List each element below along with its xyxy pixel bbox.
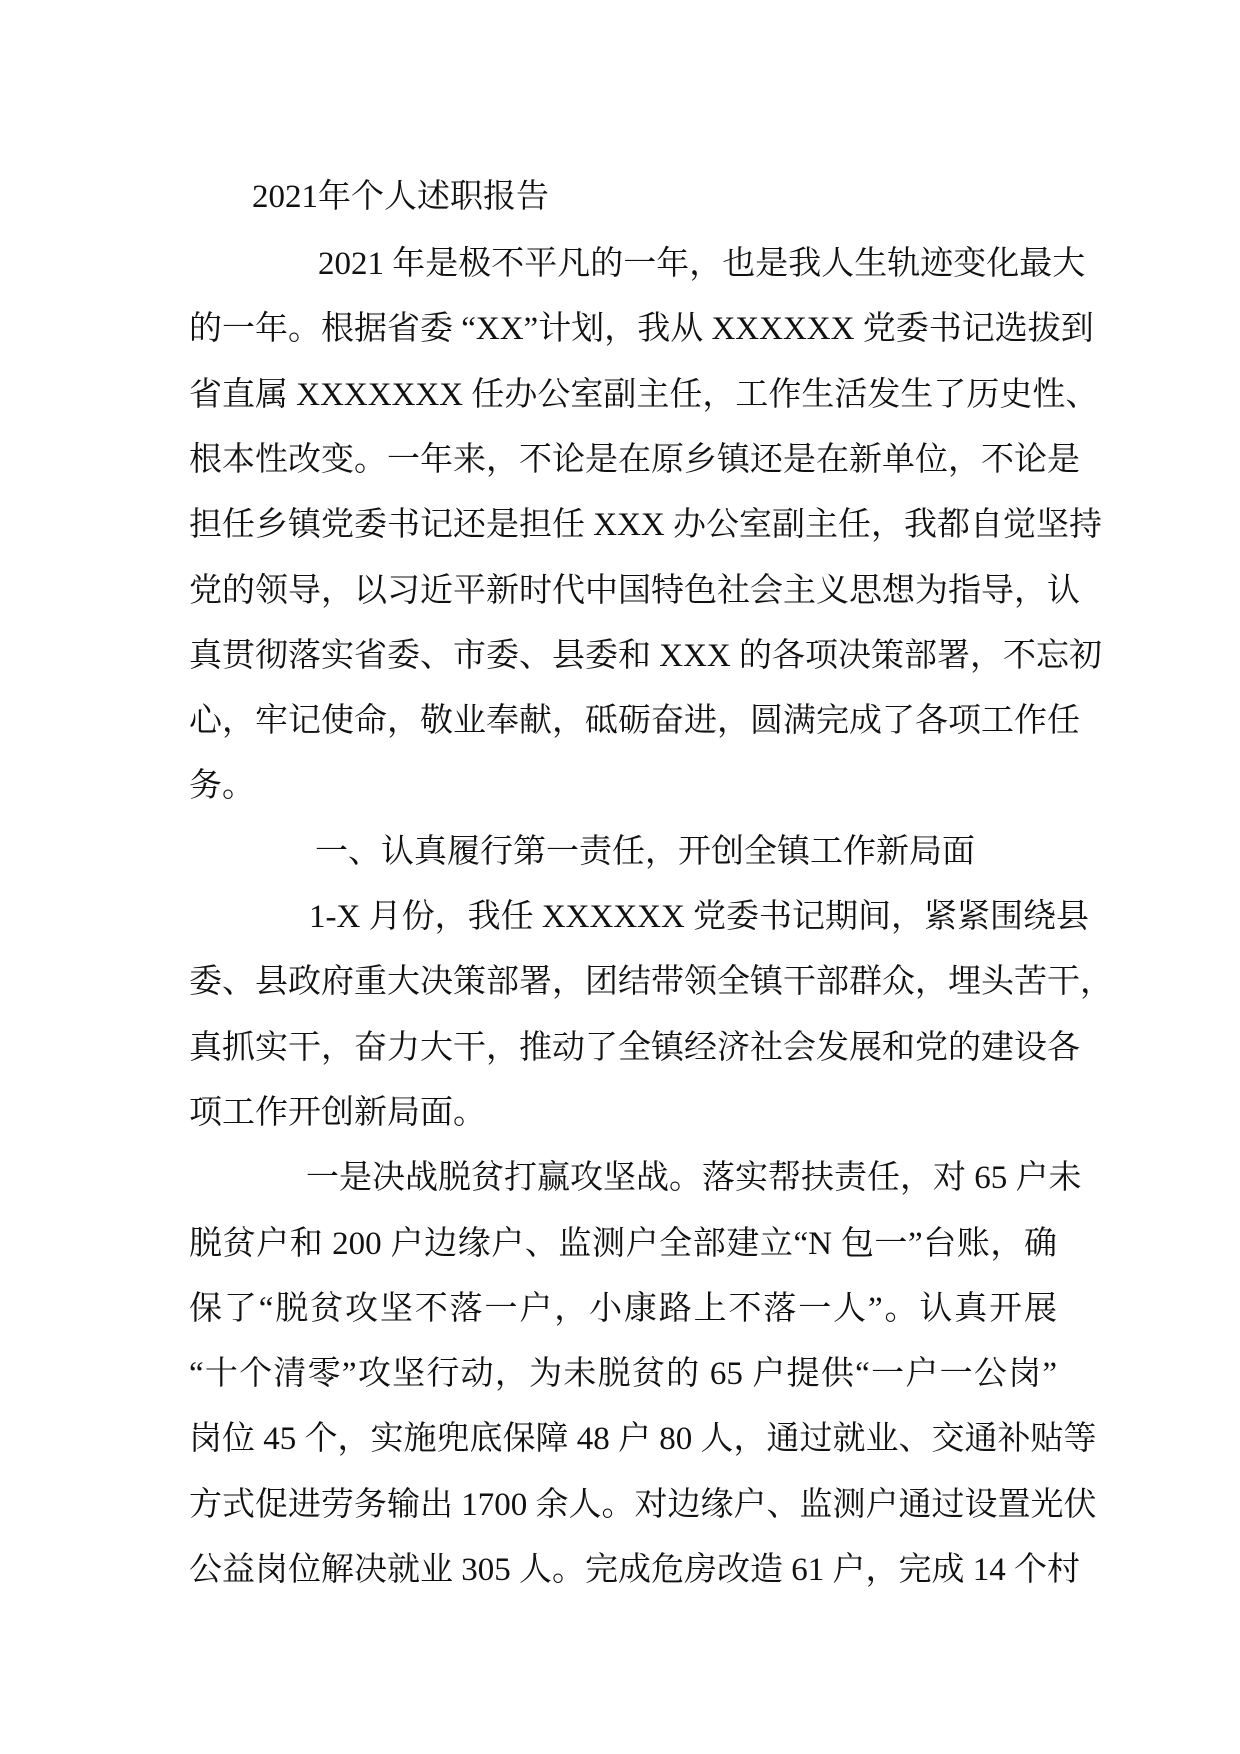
paragraph-line: 真贯彻落实省委、市委、县委和 XXX 的各项决策部署，不忘初 bbox=[189, 637, 1102, 674]
paragraph-line: 心，牢记使命，敬业奉献，砥砺奋进，圆满完成了各项工作任 bbox=[189, 703, 1080, 740]
paragraph-line: 省直属 XXXXXXX 任办公室副主任，工作生活发生了历史性、 bbox=[189, 376, 1099, 413]
paragraph-line: 方式促进劳务输出 1700 余人。对边缘户、监测户通过设置光伏 bbox=[189, 1486, 1097, 1523]
document-title: 2021年个人述职报告 bbox=[252, 179, 549, 215]
paragraph-line: 2021 年是极不平凡的一年，也是我人生轨迹变化最大 bbox=[318, 246, 1086, 282]
paragraph-line: 保了“脱贫攻坚不落一户，小康路上不落一人”。认真开展 bbox=[189, 1290, 1057, 1327]
paragraph-line: “十个清零”攻坚行动，为未脱贫的 65 户提供“一户一公岗” bbox=[189, 1356, 1057, 1393]
paragraph-line: 项工作开创新局面。 bbox=[189, 1094, 486, 1131]
paragraph-line: 根本性改变。一年来，不论是在原乡镇还是在新单位，不论是 bbox=[189, 441, 1080, 478]
paragraph-line: 的一年。根据省委 “XX”计划，我从 XXXXXX 党委书记选拔到 bbox=[189, 311, 1094, 348]
paragraph-line: 务。 bbox=[189, 768, 255, 805]
paragraph-line: 真抓实干，奋力大干，推动了全镇经济社会发展和党的建设各 bbox=[189, 1029, 1080, 1066]
paragraph-line: 1-X 月份，我任 XXXXXX 党委书记期间，紧紧围绕县 bbox=[309, 899, 1090, 935]
section-heading: 一、认真履行第一责任，开创全镇工作新局面 bbox=[315, 833, 975, 870]
paragraph-line: 脱贫户和 200 户边缘户、监测户全部建立“N 包一”台账，确 bbox=[189, 1225, 1057, 1262]
paragraph-line: 担任乡镇党委书记还是担任 XXX 办公室副主任，我都自觉坚持 bbox=[189, 507, 1102, 544]
paragraph-line: 公益岗位解决就业 305 人。完成危房改造 61 户，完成 14 个村 bbox=[189, 1552, 1080, 1588]
paragraph-line: 一是决战脱贫打赢攻坚战。落实帮扶责任，对 65 户未 bbox=[306, 1160, 1082, 1197]
paragraph-line: 党的领导，以习近平新时代中国特色社会主义思想为指导，认 bbox=[189, 572, 1080, 609]
paragraph-line: 岗位 45 个，实施兜底保障 48 户 80 人，通过就业、交通补贴等 bbox=[189, 1421, 1097, 1458]
paragraph-line: 委、县政府重大决策部署，团结带领全镇干部群众，埋头苦干， bbox=[189, 964, 1113, 1001]
